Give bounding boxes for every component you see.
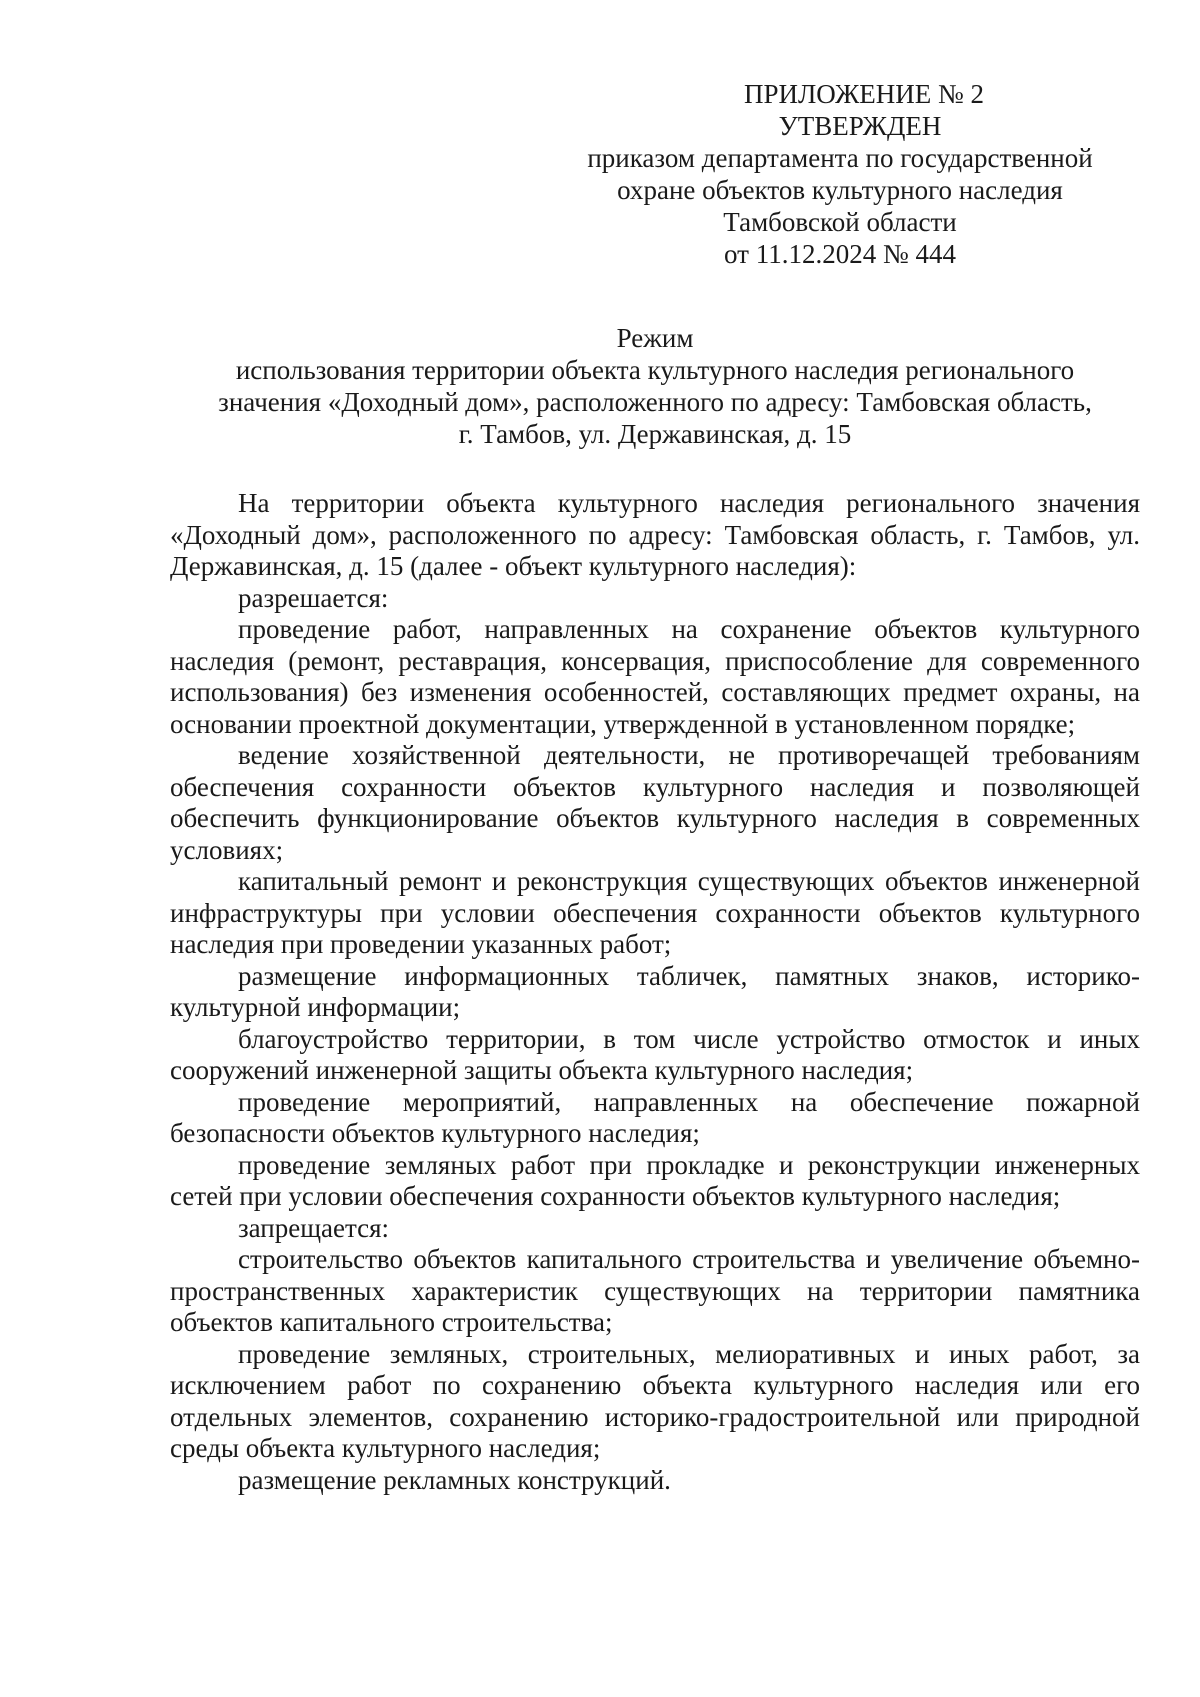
- permitted-heading: разрешается:: [238, 582, 389, 613]
- permitted-item: благоустройство территории, в том числе устройство отмосток и иных сооружений инженерной защиты объекта культурного наследия;: [170, 1023, 1140, 1085]
- permitted-item: ведение хозяйственной деятельности, не противоречащей требованиям обеспечения сохранности объектов культурного наследия и позволяющей обеспечить функционирование объектов культурного наследия в современных условиях;: [170, 740, 1140, 865]
- permitted-item: проведение мероприятий, направленных на обеспечение пожарной безопасности объектов культурного наследия;: [170, 1086, 1140, 1148]
- title-line: использования территории объекта культурного наследия регионального: [235, 355, 1075, 385]
- approval-department-line: охране объектов культурного наследия: [617, 175, 1063, 205]
- document-body: [170, 488, 1140, 1496]
- intro-paragraph: На территории объекта культурного наследия регионального значения «Доходный дом», расположенного по адресу: Тамбовская область, г. Тамбов, ул. Державинская, д. 15 (далее - объект культурного наследия):: [170, 488, 1140, 581]
- document-title: [170, 322, 1140, 450]
- permitted-item: проведение работ, направленных на сохранение объектов культурного наследия (ремонт, реставрация, консервация, приспособление для современного использования) без изменения особенностей, составляющих предмет охраны, на основании проектной документации, утвержденной в установленном порядке;: [170, 614, 1140, 739]
- permitted-item: размещение информационных табличек, памятных знаков, историко-культурной информации;: [170, 960, 1140, 1022]
- approval-stamp-block: [560, 78, 1120, 270]
- title-line: значения «Доходный дом», расположенного по адресу: Тамбовская область,: [218, 387, 1092, 417]
- annex-number: ПРИЛОЖЕНИЕ № 2: [743, 79, 985, 109]
- title-heading: Режим: [616, 323, 694, 353]
- approval-order-line: приказом департамента по государственной: [587, 143, 1093, 173]
- permitted-item: проведение земляных работ при прокладке и реконструкции инженерных сетей при условии обеспечения сохранности объектов культурного наследия;: [170, 1149, 1140, 1211]
- approved-label: УТВЕРЖДЕН: [778, 111, 942, 141]
- approval-region-line: Тамбовской области: [723, 207, 957, 237]
- permitted-item: капитальный ремонт и реконструкция существующих объектов инженерной инфраструктуры при условии обеспечения сохранности объектов культурного наследия при проведении указанных работ;: [170, 866, 1140, 959]
- prohibited-item: размещение рекламных конструкций.: [238, 1464, 671, 1495]
- approval-date-number: от 11.12.2024 № 444: [724, 239, 956, 269]
- prohibited-heading: запрещается:: [238, 1212, 390, 1243]
- prohibited-item: проведение земляных, строительных, мелиоративных и иных работ, за исключением работ по сохранению объекта культурного наследия или его отдельных элементов, сохранению историко-градостроительной или природной среды объекта культурного наследия;: [170, 1338, 1140, 1463]
- title-line: г. Тамбов, ул. Державинская, д. 15: [458, 419, 852, 449]
- prohibited-item: строительство объектов капитального строительства и увеличение объемно-пространственных характеристик существующих на территории памятника объектов капитального строительства;: [170, 1244, 1140, 1337]
